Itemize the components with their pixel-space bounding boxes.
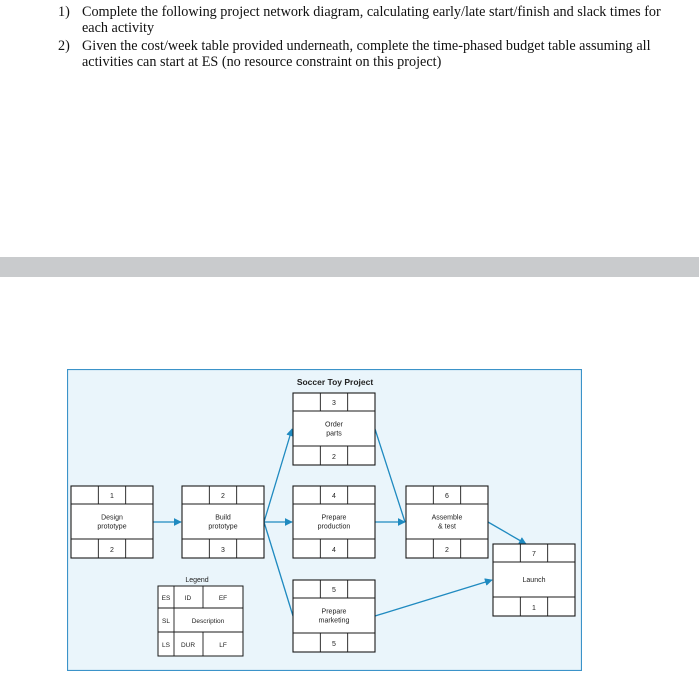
node-marketing-duration: 5 <box>332 641 336 648</box>
node-order-description: Order <box>325 421 343 429</box>
node-prodprep-description: production <box>317 523 351 531</box>
legend-id: ID <box>184 595 192 602</box>
node-prodprep <box>293 486 375 558</box>
legend-lf: LF <box>219 642 227 649</box>
node-design-description: Design <box>101 514 123 522</box>
question-2-text: Given the cost/week table provided underneath, complete the time-phased budget table assuming all activities can start at ES (no resource constraint on this project) <box>82 38 651 70</box>
node-order-id: 3 <box>332 400 336 407</box>
node-build-description: Build <box>215 514 231 522</box>
legend-description: Description <box>191 618 225 625</box>
node-assemble-id: 6 <box>445 493 449 500</box>
node-build-id: 2 <box>221 493 225 500</box>
node-assemble <box>406 486 488 558</box>
node-design-id: 1 <box>110 493 114 500</box>
node-build-description: prototype <box>208 523 238 531</box>
node-prodprep-duration: 4 <box>332 547 336 554</box>
question-1-text: Complete the following project network diagram, calculating early/late start/finish and slack times for each activity <box>82 4 661 36</box>
node-order-duration: 2 <box>332 454 336 461</box>
node-prodprep-id: 4 <box>332 493 336 500</box>
node-design-duration: 2 <box>110 547 114 554</box>
legend-dur: DUR <box>180 642 196 649</box>
node-marketing-description: Prepare <box>321 608 347 616</box>
node-assemble-description: Assemble <box>431 514 463 522</box>
node-marketing-description: marketing <box>318 617 350 625</box>
page-divider-bar <box>0 257 699 277</box>
network-diagram <box>67 369 582 671</box>
legend <box>158 577 243 656</box>
node-launch-duration: 1 <box>532 605 536 612</box>
node-marketing <box>293 580 375 652</box>
legend-ef: EF <box>218 595 228 602</box>
question-1-number: 1) <box>58 4 70 20</box>
node-launch-id: 7 <box>532 551 536 558</box>
node-assemble-duration: 2 <box>445 547 449 554</box>
legend-title: Legend <box>185 577 209 584</box>
node-launch-description: Launch <box>522 577 546 584</box>
node-order <box>293 393 375 465</box>
node-order-description: parts <box>326 430 342 438</box>
legend-ls: LS <box>162 642 170 649</box>
diagram-title: Soccer Toy Project <box>296 377 374 387</box>
node-design-description: prototype <box>97 523 127 531</box>
node-launch <box>493 544 575 616</box>
question-2-number: 2) <box>58 38 70 54</box>
node-prodprep-description: Prepare <box>321 514 347 522</box>
legend-sl: SL <box>162 618 170 625</box>
node-build <box>182 486 264 558</box>
node-marketing-id: 5 <box>332 587 336 594</box>
node-assemble-description: & test <box>438 523 456 531</box>
node-design <box>71 486 153 558</box>
node-build-duration: 3 <box>221 547 225 554</box>
legend-es: ES <box>161 595 171 602</box>
